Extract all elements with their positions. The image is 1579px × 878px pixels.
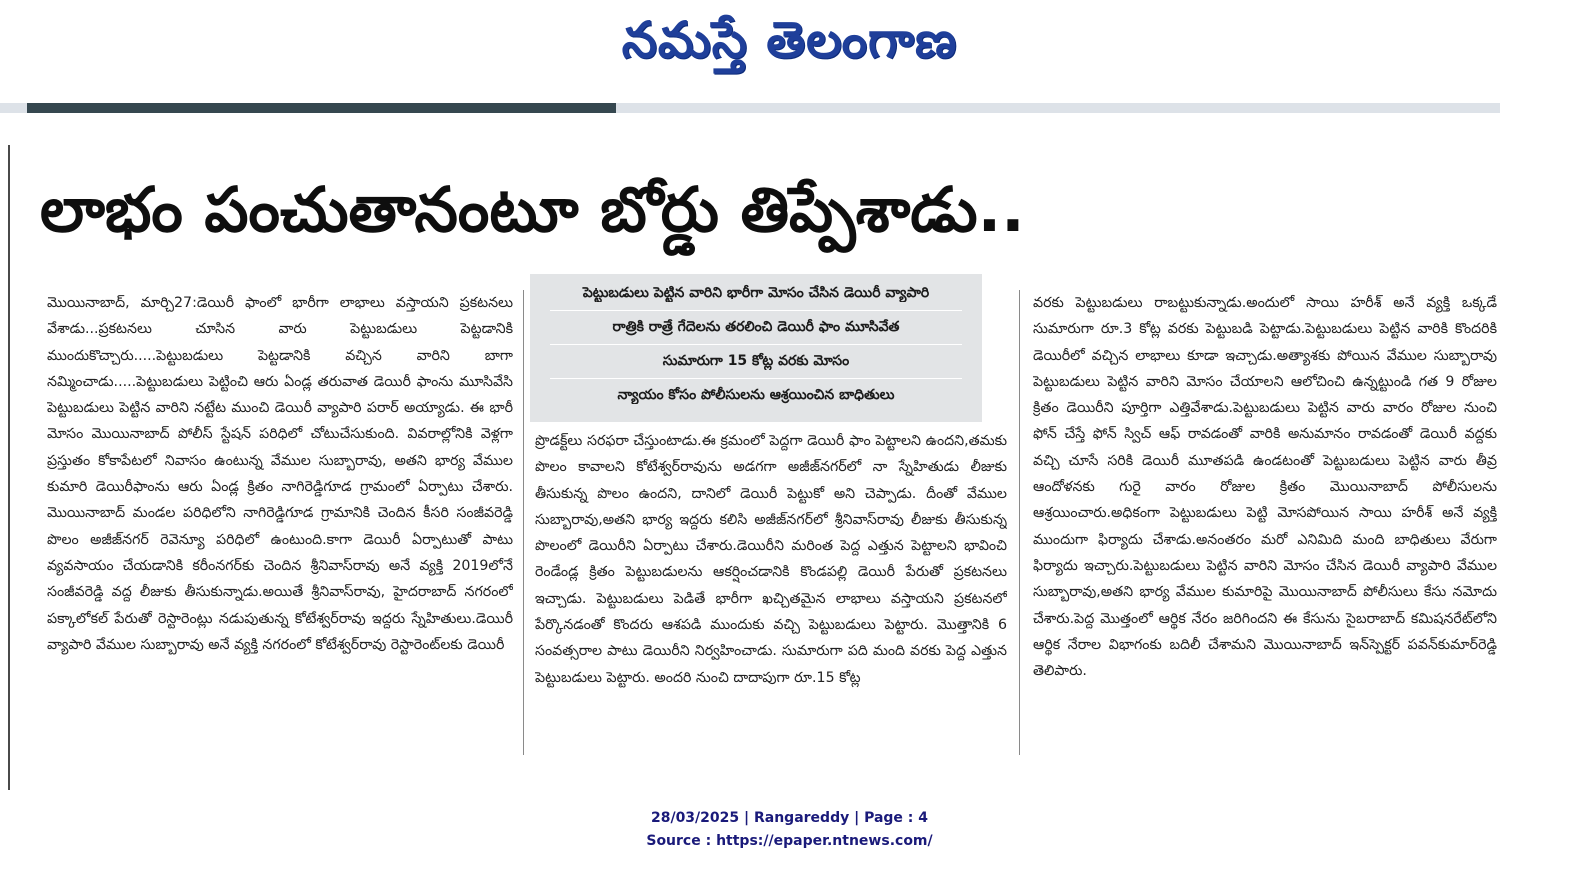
article-column-1	[47, 290, 513, 760]
highlight-separator	[550, 378, 962, 379]
column-3-text: వరకు పెట్టుబడులు రాబట్టుకున్నాడు.అందులో సాయి హరీశ్ అనే వ్యక్తి ఒక్కడే సుమారుగా రూ.3 కోట్ల వరకు పెట్టుబడి పెట్టాడు.పెట్టుబడులు పెట్టిన వారికి కొందరికి డెయిరీలో వచ్చిన లాభాలు కూడా ఇచ్చాడు.అత్యాశకు పోయిన వేముల సుబ్బారావు పెట్టుబడులు పెట్టిన వారిని మోసం చేయాలని ఆలోచించి ఉన్నట్టుండి గత 9 రోజుల క్రితం డెయిరీని పూర్తిగా ఎత్తివేశాడు.పెట్టుబడులు పెట్టిన వారు వారం రోజుల నుంచి ఫోన్ చేస్తే ఫోన్ స్విచ్ ఆఫ్ రావడంతో వారికి అనుమానం రావడంతో డెయిరీ వద్దకు వచ్చి చూసే సరికి డెయిరీ మూతపడి ఉండటంతో పెట్టుబడులు పెట్టిన వారు తీవ్ర ఆందోళనకు గురై వారం రోజుల క్రితం మొయినాబాద్ పోలీసులను ఆశ్రయించారు.అధికంగా పెట్టుబడులు పెట్టి మోసపోయిన సాయి హరీశ్ అనే వ్యక్తి ముందుగా ఫిర్యాదు చేశాడు.అనంతరం మరో ఎనిమిది మంది బాధితులు వేరుగా ఫిర్యాదు ఇచ్చారు.పెట్టుబడులు పెట్టిన వారిని మోసం చేసిన డెయిరీ వ్యాపారి వేముల సుబ్బారావు,అతని భార్య వేముల కుమారిపై మొయినాబాద్ పోలీసులు కేసు నమోదు చేశారు.పెద్ద మొత్తంలో ఆర్థిక నేరం జరిగిందని ఈ కేసును సైబరాబాద్ కమిషనరేట్‌లోని ఆర్థిక నేరాల విభాగంకు బదిలీ చేశామని మొయినాబాద్ ఇన్‌స్పెక్టర్ పవన్‌కుమార్‌రెడ్డి తెలిపారు.	[1033, 295, 1497, 680]
newspaper-logo: నమస్తే తెలంగాణ	[621, 11, 958, 69]
column-divider	[523, 290, 524, 755]
highlight-line-1: పెట్టుబడులు పెట్టిన వారిని భారీగా మోసం చేసిన డెయిరీ వ్యాపారి	[582, 285, 930, 301]
article-headline: లాభం పంచుతానంటూ బోర్డు తిప్పేశాడు..	[40, 173, 1025, 246]
column-2-text: ప్రొడక్ట్‌లు సరఫరా చేస్తుంటాడు.ఈ క్రమంలో పెద్దగా డెయిరీ ఫాం పెట్టాలని ఉందని,తమకు పొలం కావాలని కోటేశ్వర్‌రావును అడగగా అజీజ్‌నగర్‌లో నా స్నేహితుడు లీజుకు తీసుకున్న పొలం ఉందని, దానిలో డెయిరీ పెట్టుకో అని చెప్పాడు. దీంతో వేముల సుబ్బారావు,అతని భార్య ఇద్దరు కలిసి అజీజ్‌నగర్‌లో శ్రీనివాస్‌రావు లీజుకు తీసుకున్న పొలంలో డెయిరీని ఏర్పాటు చేశారు.డెయిరీని మరింత పెద్ద ఎత్తున పెట్టాలని భావించి రెండేండ్ల క్రితం పెట్టుబడులను ఆకర్షించడానికి కొండపల్లి డెయిరీ పేరుతో ప్రకటనలు ఇచ్చాడు. పెట్టుబడులు పెడితే భారీగా ఖచ్చితమైన లాభాలు వస్తాయని ప్రకటనలో పేర్కొనడంతో కొందరు ఆశపడి ముందుకు వచ్చి పెట్టుబడులు పెట్టారు. మొత్తానికి 6 సంవత్సరాల పాటు డెయిరీని నిర్వహించాడు. సుమారుగా పది మంది వరకు పెద్ద ఎత్తున పెట్టుబడులు పెట్టారు. అందరి నుంచి దాదాపుగా రూ.15 కోట్ల	[535, 433, 1007, 686]
highlights-box	[530, 274, 982, 422]
article-column-2	[535, 428, 1007, 760]
highlight-separator	[550, 310, 962, 311]
footer-source: Source : https://epaper.ntnews.com/	[646, 833, 933, 849]
highlight-line-3: సుమారుగా 15 కోట్ల వరకు మోసం	[662, 353, 850, 369]
highlight-line-2: రాత్రికి రాత్రే గేదెలను తరలించి డెయిరీ ఫాం మూసివేత	[612, 319, 900, 335]
footer-dateline: 28/03/2025 | Rangareddy | Page : 4	[650, 810, 929, 826]
highlight-separator	[550, 344, 962, 345]
highlight-line-4: న్యాయం కోసం పోలీసులను ఆశ్రయించిన బాధితులు	[617, 387, 895, 403]
masthead-rule-dark	[27, 103, 616, 113]
article-column-3	[1033, 290, 1497, 760]
page-margin-line	[8, 145, 10, 790]
column-divider	[1019, 290, 1020, 755]
column-1-text: మొయినాబాద్, మార్చి27:డెయిరీ ఫాంలో భారీగా లాభాలు వస్తాయని ప్రకటనలు వేశాడు...ప్రకటనలు చూసిన వారు పెట్టుబడులు పెట్టడానికి ముందుకొచ్చారు.....పెట్టుబడులు పెట్టడానికి వచ్చిన వారిని బాగా నమ్మించాడు.....పెట్టుబడులు పెట్టించి ఆరు ఏండ్ల తరువాత డెయిరీ ఫాంను మూసివేసి పెట్టుబడులు పెట్టిన వారిని నట్టేట ముంచి డెయిరీ వ్యాపారి పరార్ అయ్యాడు. ఈ భారీ మోసం మొయినాబాద్ పోలీస్ స్టేషన్ పరిధిలో చోటుచేసుకుంది. వివరాల్లోనికి వెళ్లగా ప్రస్తుతం కోకాపేటలో నివాసం ఉంటున్న వేముల సుబ్బారావు, అతని భార్య వేముల కుమారి డెయిరీఫాంను ఆరు ఏండ్ల క్రితం నాగిరెడ్డిగూడ గ్రామంలో ఏర్పాటు చేశారు. మొయినాబాద్ మండల పరిధిలోని నాగిరెడ్డిగూడ గ్రామానికి చెందిన కీసరి సంజీవరెడ్డి పొలం అజీజ్‌నగర్ రెవెన్యూ పరిధిలో ఉంటుంది.కాగా డెయిరీ ఏర్పాటుతో పాటు వ్యవసాయం చేయడానికి కరీంనగర్‌కు చెందిన శ్రీనివాస్‌రావు అనే వ్యక్తి 2019లోనే సంజీవరెడ్డి వద్ద లీజుకు తీసుకున్నాడు.అయితే శ్రీనివాస్‌రావు, హైదరాబాద్ నగరంలో పక్కాలోకల్ పేరుతో రెస్టారెంట్లు నడుపుతున్న కోటేశ్వర్‌రావు ఇద్దరు స్నేహితులు.డెయిరీ వ్యాపారి వేముల సుబ్బారావు అనే వ్యక్తి నగరంలో కోటేశ్వర్‌రావు రెస్టారెంట్‌లకు డెయిరీ	[47, 295, 513, 653]
masthead	[0, 8, 1579, 72]
